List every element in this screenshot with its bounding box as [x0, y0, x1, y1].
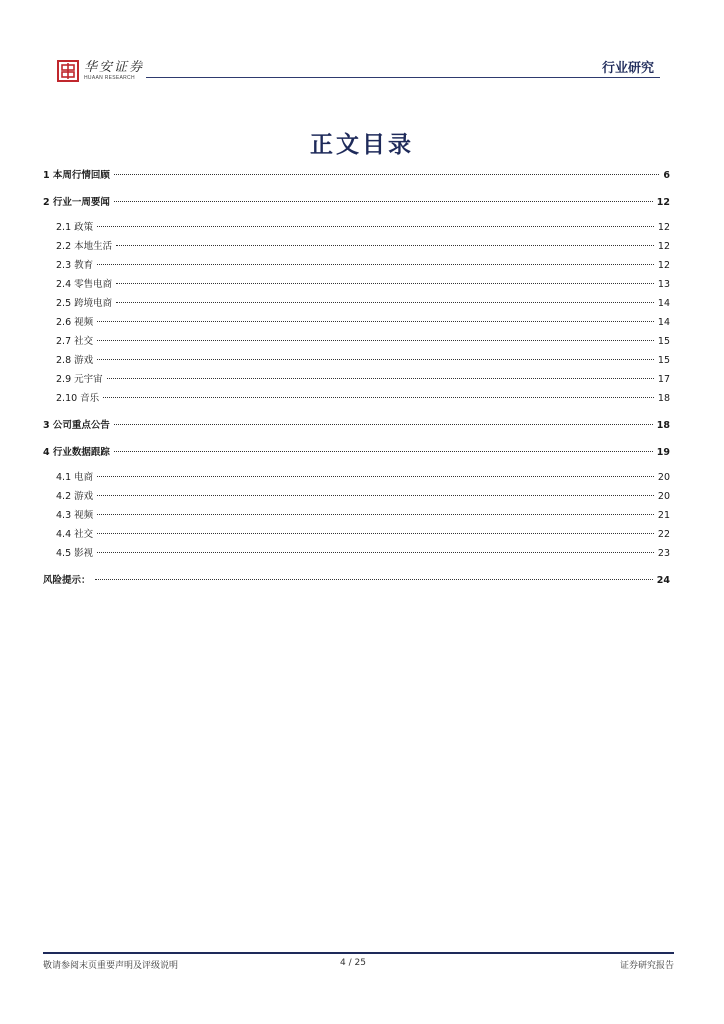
toc-entry-page: 17 [657, 374, 670, 385]
toc-entry-page: 18 [657, 393, 670, 404]
toc-entry-label: 2.2 本地生活 [56, 241, 113, 252]
toc-leader-dots [114, 451, 653, 452]
toc-leader-dots [97, 321, 654, 322]
toc-leader-dots [114, 424, 653, 425]
toc-entry-page: 24 [656, 575, 670, 586]
toc-entry[interactable] [56, 548, 670, 560]
toc-entry-page: 12 [657, 260, 670, 271]
toc-entry-label: 4.3 视频 [56, 510, 94, 521]
toc-entry[interactable] [56, 222, 670, 234]
toc-entry-page: 23 [657, 548, 670, 559]
page-number: 4 / 25 [340, 958, 366, 968]
toc-entry[interactable] [56, 393, 670, 405]
toc-entry-page: 20 [657, 491, 670, 502]
toc-leader-dots [114, 174, 659, 175]
company-logo [57, 60, 144, 82]
toc-entry[interactable] [56, 529, 670, 541]
toc-entry-label: 4.1 电商 [56, 472, 94, 483]
toc-entry-label: 2.9 元宇宙 [56, 374, 103, 385]
toc-entry-page: 20 [657, 472, 670, 483]
toc-entry-label: 2.8 游戏 [56, 355, 94, 366]
toc-entry-label: 2.10 音乐 [56, 393, 100, 404]
toc-entry[interactable] [56, 472, 670, 484]
toc-entry-label: 2.5 跨境电商 [56, 298, 113, 309]
toc-entry-page: 22 [657, 529, 670, 540]
toc-leader-dots [97, 514, 654, 515]
toc-leader-dots [107, 378, 654, 379]
logo-chinese-name: 华安证券 [84, 59, 145, 75]
toc-entry-page: 12 [657, 222, 670, 233]
toc-entry-page: 21 [657, 510, 670, 521]
toc-entry-page: 15 [657, 336, 670, 347]
footer-report-type: 证券研究报告 [619, 961, 674, 971]
toc-leader-dots [97, 340, 654, 341]
toc-entry-label: 4.2 游戏 [56, 491, 94, 502]
toc-entry-page: 14 [657, 298, 670, 309]
toc-entry[interactable] [56, 241, 670, 253]
toc-entry-page: 19 [656, 447, 670, 458]
toc-entry[interactable] [56, 491, 670, 503]
toc-entry[interactable] [43, 447, 670, 459]
toc-entry[interactable] [56, 336, 670, 348]
toc-entry[interactable] [56, 279, 670, 291]
toc-leader-dots [116, 245, 654, 246]
toc-entry[interactable] [56, 510, 670, 522]
toc-entry[interactable] [56, 260, 670, 272]
toc-entry-label: 2.7 社交 [56, 336, 94, 347]
toc-entry-label: 2.6 视频 [56, 317, 94, 328]
toc-entry[interactable] [56, 374, 670, 386]
toc-leader-dots [97, 552, 654, 553]
toc-leader-dots [97, 533, 654, 534]
toc-leader-dots [103, 397, 654, 398]
toc-entry[interactable] [43, 575, 670, 587]
toc-entry-page: 12 [657, 241, 670, 252]
toc-entry-label: 2 行业一周要闻 [43, 197, 110, 208]
toc-leader-dots [97, 359, 654, 360]
toc-entry-page: 12 [656, 197, 670, 208]
toc-entry-label: 1 本周行情回顾 [43, 170, 110, 181]
toc-leader-dots [116, 302, 654, 303]
toc-entry-label: 2.1 政策 [56, 222, 94, 233]
toc-leader-dots [97, 495, 654, 496]
toc-entry-label: 2.4 零售电商 [56, 279, 113, 290]
toc-entry[interactable] [43, 197, 670, 209]
logo-english-name: HUAAN RESEARCH [84, 74, 135, 81]
toc-entry-page: 15 [657, 355, 670, 366]
toc-entry[interactable] [43, 420, 670, 432]
toc-entry[interactable] [56, 355, 670, 367]
header-divider [146, 77, 660, 78]
toc-leader-dots [97, 476, 654, 477]
toc-entry-label: 风险提示： [43, 575, 91, 586]
footer-disclaimer: 敬请参阅末页重要声明及评级说明 [43, 961, 179, 971]
toc-entry-page: 13 [657, 279, 670, 290]
toc-leader-dots [97, 226, 654, 227]
logo-seal-icon [57, 60, 79, 82]
page-title: 正文目录 [310, 131, 414, 158]
toc-entry-page: 14 [657, 317, 670, 328]
toc-leader-dots [95, 579, 653, 580]
header-section-label: 行业研究 [601, 61, 654, 76]
toc-entry[interactable] [43, 170, 670, 182]
footer-divider [43, 952, 674, 954]
toc-leader-dots [116, 283, 654, 284]
toc-leader-dots [114, 201, 653, 202]
toc-entry-page: 18 [656, 420, 670, 431]
toc-entry-page: 6 [663, 170, 670, 181]
toc-entry-label: 2.3 教育 [56, 260, 94, 271]
toc-entry-label: 3 公司重点公告 [43, 420, 110, 431]
toc-entry[interactable] [56, 317, 670, 329]
toc-entry-label: 4.4 社交 [56, 529, 94, 540]
toc-leader-dots [97, 264, 654, 265]
toc-entry-label: 4 行业数据跟踪 [43, 447, 110, 458]
toc-entry-label: 4.5 影视 [56, 548, 94, 559]
toc-entry[interactable] [56, 298, 670, 310]
